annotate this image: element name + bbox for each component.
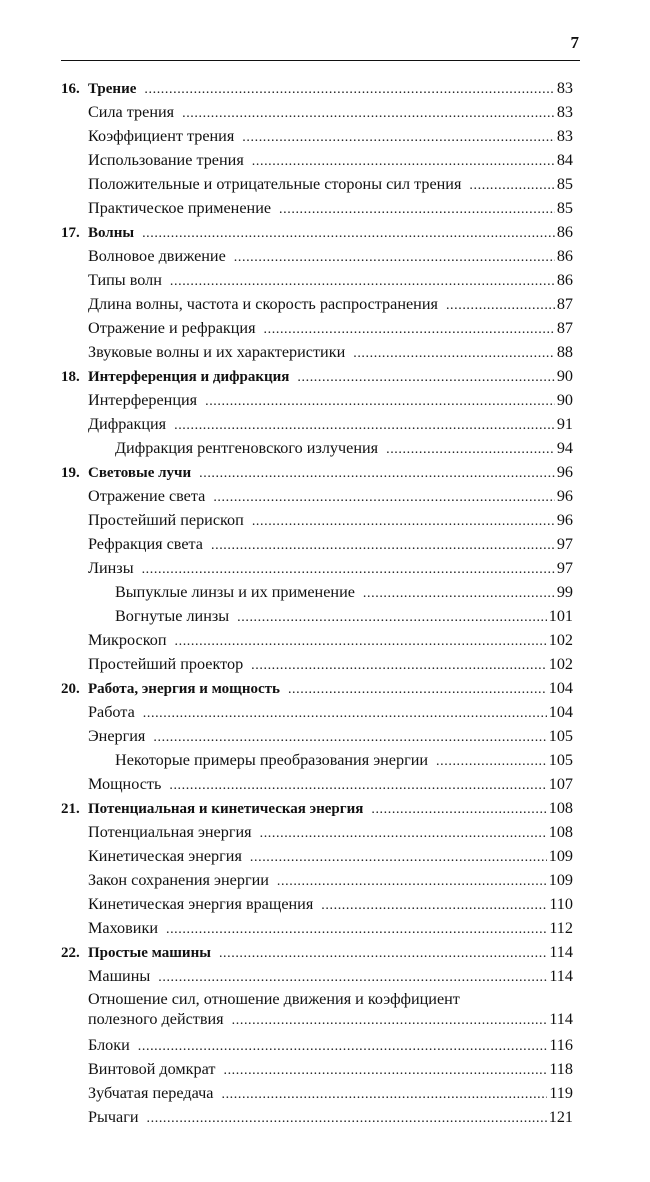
entry-title: Звуковые волны и их характеристики — [88, 343, 346, 361]
leader-dots — [142, 222, 555, 245]
page-ref: 85 — [556, 199, 573, 217]
toc-entry[interactable] — [61, 197, 573, 221]
leader-dots — [175, 630, 547, 653]
entry-title: Работа — [88, 703, 135, 721]
entry-title: Положительные и отрицательные стороны сил трения — [88, 175, 462, 193]
leader-dots — [219, 942, 547, 965]
entry-title: Коэффициент трения — [88, 127, 235, 145]
entry-title: Машины — [88, 967, 151, 985]
toc-entry[interactable] — [61, 149, 573, 173]
entry-title: Зубчатая передача — [88, 1084, 214, 1102]
page-ref: 97 — [556, 535, 573, 553]
leader-dots — [353, 342, 555, 365]
page-ref: 96 — [556, 511, 573, 529]
page-ref: 108 — [548, 799, 573, 817]
leader-dots — [158, 966, 547, 989]
page-ref: 84 — [556, 151, 573, 169]
page-ref: 90 — [556, 391, 573, 409]
toc-entry[interactable] — [61, 173, 573, 197]
entry-title: Блоки — [88, 1036, 130, 1054]
toc-subentry[interactable] — [61, 605, 573, 629]
leader-dots — [166, 918, 547, 941]
leader-dots — [321, 894, 547, 917]
entry-title-line2: полезного действия — [88, 1010, 224, 1028]
leader-dots — [211, 534, 555, 557]
chapter-number: 21. — [61, 801, 80, 817]
page-ref: 118 — [549, 1060, 573, 1078]
toc-entry[interactable] — [61, 1058, 573, 1082]
leader-dots — [371, 798, 546, 821]
toc-entry[interactable] — [61, 893, 573, 917]
toc-chapter[interactable] — [61, 77, 573, 101]
toc-entry[interactable] — [61, 1106, 573, 1130]
leader-dots — [260, 822, 547, 845]
toc-entry[interactable] — [61, 341, 573, 365]
leader-dots — [182, 102, 555, 125]
toc-chapter[interactable] — [61, 461, 573, 485]
entry-title: Кинетическая энергия вращения — [88, 895, 314, 913]
leader-dots — [234, 246, 555, 269]
entry-title: Мощность — [88, 775, 162, 793]
entry-title: Вогнутые линзы — [115, 607, 230, 625]
entry-title: Дифракция рентгеновского излучения — [115, 439, 379, 457]
page-ref: 114 — [549, 943, 573, 961]
leader-dots — [363, 582, 555, 605]
header-rule — [61, 60, 580, 61]
chapter-number: 20. — [61, 681, 80, 697]
page-ref: 105 — [548, 751, 573, 769]
toc-entry-multiline[interactable] — [61, 989, 573, 1031]
leader-dots — [251, 654, 547, 677]
leader-dots — [142, 558, 555, 581]
entry-title: Интерференция — [88, 391, 198, 409]
leader-dots — [446, 294, 555, 317]
entry-title: Сила трения — [88, 103, 175, 121]
leader-dots — [297, 366, 554, 389]
leader-dots — [232, 1011, 548, 1031]
toc-entry[interactable] — [61, 845, 573, 869]
toc-chapter[interactable] — [61, 677, 573, 701]
leader-dots — [288, 678, 547, 701]
entry-title: Типы волн — [88, 271, 162, 289]
toc-subentry[interactable] — [61, 749, 573, 773]
entry-title: Отражение и рефракция — [88, 319, 256, 337]
toc-entry[interactable] — [61, 701, 573, 725]
page-ref: 107 — [548, 775, 573, 793]
toc-entry[interactable] — [61, 293, 573, 317]
entry-title: Практическое применение — [88, 199, 272, 217]
page-ref: 102 — [548, 631, 573, 649]
leader-dots — [469, 174, 554, 197]
entry-title: Рефракция света — [88, 535, 203, 553]
entry-title: Микроскоп — [88, 631, 167, 649]
toc-subentry[interactable] — [61, 437, 573, 461]
leader-dots — [250, 846, 547, 869]
leader-dots — [252, 510, 555, 533]
page-ref: 101 — [548, 607, 573, 625]
toc-chapter[interactable] — [61, 365, 573, 389]
chapter-number: 17. — [61, 225, 80, 241]
entry-title: Отражение света — [88, 487, 206, 505]
leader-dots — [264, 318, 555, 341]
toc-chapter[interactable] — [61, 941, 573, 965]
entry-title: Выпуклые линзы и их применение — [115, 583, 355, 601]
entry-title: Винтовой домкрат — [88, 1060, 216, 1078]
page-ref: 90 — [556, 367, 573, 385]
leader-dots — [153, 726, 546, 749]
toc-entry[interactable] — [61, 917, 573, 941]
page-ref: 116 — [549, 1036, 573, 1054]
toc-entry[interactable] — [61, 413, 573, 437]
toc-entry[interactable] — [61, 485, 573, 509]
entry-title: Простейший проектор — [88, 655, 244, 673]
leader-dots — [138, 1035, 548, 1058]
toc-subentry[interactable] — [61, 581, 573, 605]
toc-entry[interactable] — [61, 773, 573, 797]
toc-entry[interactable] — [61, 1082, 573, 1106]
toc-entry[interactable] — [61, 125, 573, 149]
chapter-title: Трение — [88, 81, 137, 97]
page-ref: 94 — [556, 439, 573, 457]
entry-title: Некоторые примеры преобразования энергии — [115, 751, 429, 769]
page-ref: 83 — [556, 103, 573, 121]
entry-title: Простейший перископ — [88, 511, 244, 529]
entry-title: Энергия — [88, 727, 146, 745]
chapter-title: Интерференция и дифракция — [88, 369, 290, 385]
toc-entry[interactable] — [61, 965, 573, 989]
entry-title: Рычаги — [88, 1108, 139, 1126]
toc-entry[interactable] — [61, 245, 573, 269]
entry-title: Линзы — [88, 559, 134, 577]
chapter-number: 16. — [61, 81, 80, 97]
toc-entry[interactable] — [61, 869, 573, 893]
leader-dots — [213, 486, 554, 509]
toc-entry[interactable] — [61, 629, 573, 653]
toc-entry[interactable] — [61, 509, 573, 533]
page-ref: 108 — [548, 823, 573, 841]
chapter-title: Работа, энергия и мощность — [88, 681, 280, 697]
toc-entry[interactable] — [61, 653, 573, 677]
page-ref: 91 — [556, 415, 573, 433]
page-number: 7 — [570, 33, 579, 52]
toc-entry[interactable] — [61, 101, 573, 125]
leader-dots — [147, 1107, 547, 1130]
page-ref: 97 — [556, 559, 573, 577]
leader-dots — [386, 438, 555, 461]
chapter-number: 22. — [61, 945, 80, 961]
toc-entry[interactable] — [61, 1034, 573, 1058]
page-ref: 87 — [556, 295, 573, 313]
page-ref: 86 — [556, 271, 573, 289]
leader-dots — [277, 870, 547, 893]
chapter-title: Потенциальная и кинетическая энергия — [88, 801, 364, 817]
page-ref: 104 — [548, 703, 573, 721]
page-ref: 121 — [548, 1108, 573, 1126]
leader-dots — [144, 78, 554, 101]
toc-entry[interactable] — [61, 557, 573, 581]
toc-entry[interactable] — [61, 533, 573, 557]
leader-dots — [242, 126, 555, 149]
page-ref: 99 — [556, 583, 573, 601]
page-ref: 119 — [549, 1084, 573, 1102]
leader-dots — [221, 1083, 547, 1106]
page-ref: 105 — [548, 727, 573, 745]
leader-dots — [174, 414, 555, 437]
toc-chapter[interactable] — [61, 221, 573, 245]
entry-title: Длина волны, частота и скорость распространения — [88, 295, 438, 313]
page-ref: 85 — [556, 175, 573, 193]
entry-title: Дифракция — [88, 415, 167, 433]
page-ref: 83 — [556, 79, 573, 97]
toc-entry[interactable] — [61, 821, 573, 845]
page-ref: 114 — [549, 967, 573, 985]
entry-title: Кинетическая энергия — [88, 847, 242, 865]
leader-dots — [205, 390, 555, 413]
page-ref: 109 — [548, 871, 573, 889]
leader-dots — [252, 150, 555, 173]
leader-dots — [279, 198, 555, 221]
chapter-title: Волны — [88, 225, 135, 241]
page-ref: 104 — [548, 679, 573, 697]
page-ref: 88 — [556, 343, 573, 361]
toc-entry[interactable] — [61, 317, 573, 341]
leader-dots — [143, 702, 547, 725]
entry-title: Использование трения — [88, 151, 244, 169]
page-ref: 112 — [549, 919, 573, 937]
entry-title: Закон сохранения энергии — [88, 871, 269, 889]
page-ref: 83 — [556, 127, 573, 145]
entry-title: Волновое движение — [88, 247, 226, 265]
page-ref: 86 — [556, 223, 573, 241]
chapter-number: 19. — [61, 465, 80, 481]
toc-entry[interactable] — [61, 389, 573, 413]
page-ref: 102 — [548, 655, 573, 673]
entry-title: Маховики — [88, 919, 158, 937]
leader-dots — [436, 750, 547, 773]
page-ref: 87 — [556, 319, 573, 337]
chapter-title: Световые лучи — [88, 465, 192, 481]
page-ref: 86 — [556, 247, 573, 265]
table-of-contents — [61, 77, 573, 1130]
leader-dots — [237, 606, 547, 629]
chapter-title: Простые машины — [88, 945, 211, 961]
page-ref: 114 — [549, 1010, 573, 1028]
page-ref: 96 — [556, 487, 573, 505]
chapter-number: 18. — [61, 369, 80, 385]
page-ref: 110 — [549, 895, 573, 913]
toc-entry[interactable] — [61, 269, 573, 293]
leader-dots — [199, 462, 555, 485]
entry-title-line1: Отношение сил, отношение движения и коэффициент — [88, 990, 460, 1008]
leader-dots — [170, 270, 555, 293]
page-ref: 96 — [556, 463, 573, 481]
leader-dots — [223, 1059, 547, 1082]
toc-chapter[interactable] — [61, 797, 573, 821]
leader-dots — [169, 774, 546, 797]
toc-entry[interactable] — [61, 725, 573, 749]
page-ref: 109 — [548, 847, 573, 865]
entry-title: Потенциальная энергия — [88, 823, 252, 841]
